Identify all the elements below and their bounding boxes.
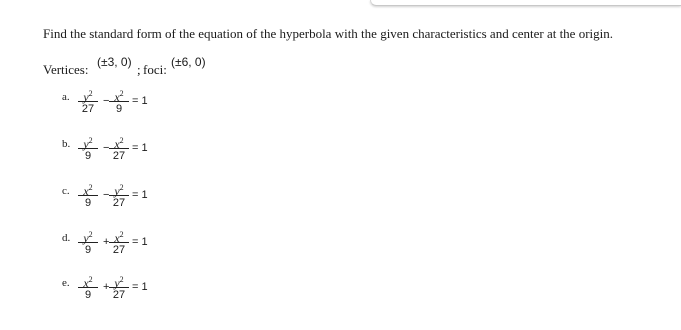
operator: − bbox=[103, 142, 110, 154]
equals-one: = 1 bbox=[132, 95, 148, 107]
fraction-term-1: $x^2$ 9 bbox=[78, 273, 98, 302]
operator: − bbox=[103, 95, 110, 107]
fraction-term-1: $x^2$ 9 bbox=[78, 181, 98, 210]
choice-letter: c. bbox=[62, 185, 70, 197]
fraction-term-2: $x^2$ 27 bbox=[109, 228, 129, 257]
foci-label: foci: bbox=[143, 62, 167, 77]
panel-shadow bbox=[370, 0, 681, 6]
fraction-term-1: $y^2$ 9 bbox=[78, 134, 98, 163]
choice-letter: b. bbox=[62, 138, 71, 150]
fraction-term-2: $y^2$ 27 bbox=[109, 181, 129, 210]
operator: − bbox=[103, 189, 110, 201]
vertices-label: Vertices: bbox=[43, 62, 89, 77]
fraction-term-2: $x^2$ 27 bbox=[109, 134, 129, 163]
semicolon: ; bbox=[137, 62, 141, 77]
fraction-term-1: $y^2$ 27 bbox=[78, 87, 98, 116]
question-prompt: Find the standard form of the equation of the hyperbola with the given characteristics and center at the origin. bbox=[43, 26, 614, 41]
choice-letter: d. bbox=[62, 232, 71, 244]
vertices-value: (±3, 0) bbox=[97, 55, 132, 69]
window-top-edge bbox=[0, 0, 681, 7]
equals-one: = 1 bbox=[132, 142, 148, 154]
equals-one: = 1 bbox=[132, 281, 148, 293]
choice-letter: a. bbox=[62, 91, 70, 103]
equals-one: = 1 bbox=[132, 236, 148, 248]
choice-letter: e. bbox=[62, 277, 70, 289]
fraction-term-2: $x^2$ 9 bbox=[109, 87, 129, 116]
operator: + bbox=[103, 236, 110, 248]
fraction-term-2: $y^2$ 27 bbox=[109, 273, 129, 302]
fraction-term-1: $y^2$ 9 bbox=[78, 228, 98, 257]
equals-one: = 1 bbox=[132, 189, 148, 201]
foci-value: (±6, 0) bbox=[171, 55, 206, 69]
operator: + bbox=[103, 281, 110, 293]
